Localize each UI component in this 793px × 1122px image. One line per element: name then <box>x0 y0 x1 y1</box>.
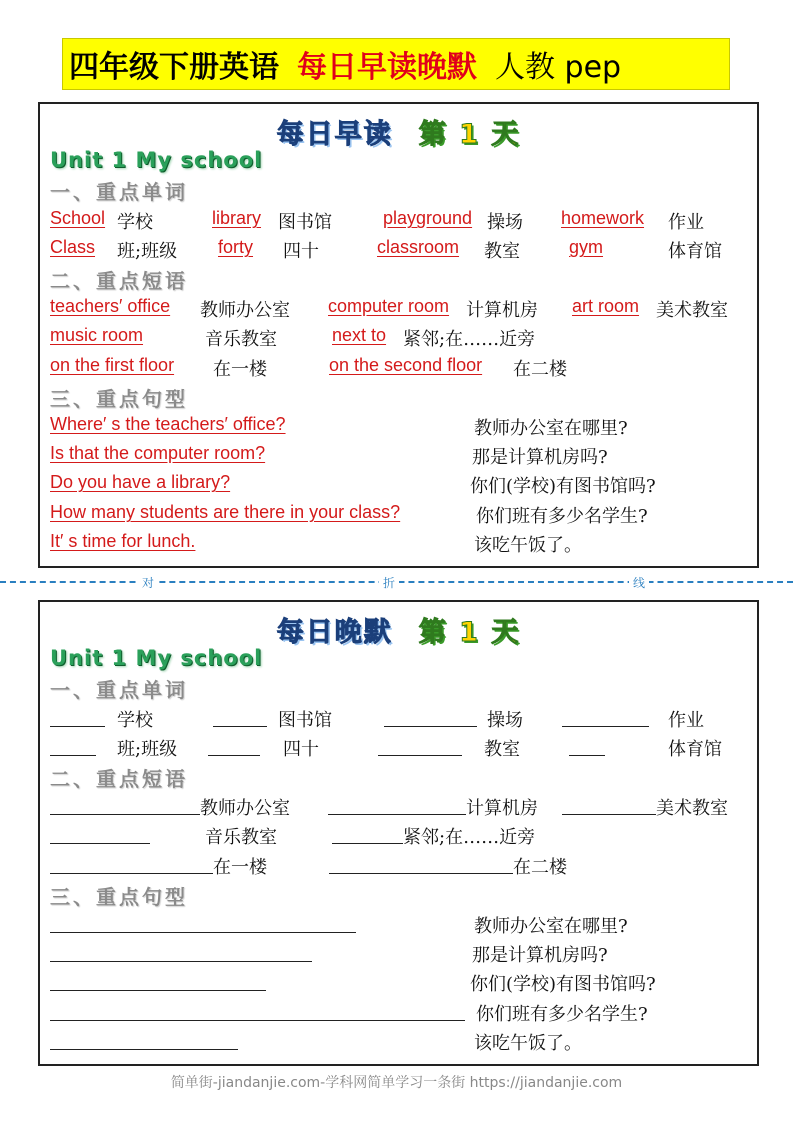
phrase-zh: 教师办公室 <box>200 798 290 819</box>
answer-blank[interactable] <box>50 1020 465 1021</box>
unit-title: Unit 1 My school <box>50 646 263 670</box>
sentence-en: Is that the computer room? <box>50 443 266 463</box>
fold-label: 线 <box>629 574 649 591</box>
sentence-zh: 你们(学校)有图书馆吗? <box>470 476 656 497</box>
word-en: School <box>50 208 106 228</box>
sentence-row <box>40 531 757 559</box>
answer-blank[interactable] <box>50 843 150 844</box>
word-en: homework <box>561 208 645 228</box>
header-banner <box>62 38 730 90</box>
phrase-zh: 计算机房 <box>466 798 538 819</box>
word-zh: 班;班级 <box>117 739 178 760</box>
sentence-zh: 教师办公室在哪里? <box>474 916 628 937</box>
phrase-zh: 紧邻;在……近旁 <box>403 827 536 848</box>
sentence-row <box>40 1000 757 1028</box>
answer-blank[interactable] <box>378 755 462 756</box>
word-en: forty <box>218 237 254 257</box>
answer-blank[interactable] <box>50 755 96 756</box>
sentence-en: How many students are there in your class? <box>50 502 401 522</box>
morning-reading-panel <box>38 102 759 568</box>
sentence-row <box>40 502 757 530</box>
sentence-zh: 那是计算机房吗? <box>472 945 608 966</box>
answer-blank[interactable] <box>328 814 466 815</box>
evening-dictation-panel <box>38 600 759 1066</box>
panel-title <box>40 112 757 151</box>
word-zh: 操场 <box>487 212 523 233</box>
word-zh: 操场 <box>487 710 523 731</box>
phrase-zh: 音乐教室 <box>205 827 277 848</box>
panel-title-main: 每日早读 <box>276 119 393 150</box>
sentence-zh: 你们(学校)有图书馆吗? <box>470 974 656 995</box>
phrase-row <box>40 296 757 324</box>
phrase-zh: 音乐教室 <box>205 329 277 350</box>
phrase-zh: 计算机房 <box>466 300 538 321</box>
answer-blank[interactable] <box>562 726 649 727</box>
answer-blank[interactable] <box>208 755 260 756</box>
phrase-row <box>40 355 757 383</box>
sentence-zh: 该吃午饭了。 <box>474 535 582 556</box>
fold-label: 折 <box>379 574 399 591</box>
sentence-en: It′ s time for lunch. <box>50 531 196 551</box>
phrase-row <box>40 325 757 353</box>
panel-title-day: 第 1 天 <box>418 617 521 648</box>
phrase-row <box>40 794 757 822</box>
answer-blank[interactable] <box>50 932 356 933</box>
sentence-row <box>40 1029 757 1057</box>
phrase-zh: 美术教室 <box>656 300 728 321</box>
phrase-zh: 在二楼 <box>513 359 567 380</box>
phrase-en: computer room <box>328 296 450 316</box>
publisher-label: 人教 pep <box>495 50 622 85</box>
phrase-en: music room <box>50 325 144 345</box>
word-zh: 图书馆 <box>278 710 332 731</box>
word-zh: 学校 <box>117 710 153 731</box>
word-zh: 学校 <box>117 212 153 233</box>
sentence-row <box>40 414 757 442</box>
word-en: playground <box>383 208 473 228</box>
word-zh: 班;班级 <box>117 241 178 262</box>
sentence-zh: 你们班有多少名学生? <box>476 1004 648 1025</box>
answer-blank[interactable] <box>50 726 105 727</box>
panel-title <box>40 610 757 649</box>
phrase-en: on the second floor <box>329 355 483 375</box>
sentence-zh: 教师办公室在哪里? <box>474 418 628 439</box>
word-zh: 作业 <box>668 710 704 731</box>
phrase-zh: 美术教室 <box>656 798 728 819</box>
sentence-zh: 你们班有多少名学生? <box>476 506 648 527</box>
unit-title: Unit 1 My school <box>50 148 263 172</box>
word-zh: 图书馆 <box>278 212 332 233</box>
panel-title-day: 第 1 天 <box>418 119 521 150</box>
word-en: gym <box>569 237 604 257</box>
word-row <box>40 237 757 265</box>
phrase-en: teachers′ office <box>50 296 171 316</box>
word-zh: 体育馆 <box>668 241 722 262</box>
sentence-zh: 那是计算机房吗? <box>472 447 608 468</box>
word-zh: 体育馆 <box>668 739 722 760</box>
answer-blank[interactable] <box>50 814 200 815</box>
word-zh: 四十 <box>283 739 319 760</box>
answer-blank[interactable] <box>50 990 266 991</box>
phrase-en: art room <box>572 296 640 316</box>
answer-blank[interactable] <box>329 873 513 874</box>
word-zh: 教室 <box>484 241 520 262</box>
answer-blank[interactable] <box>50 873 213 874</box>
section-phrases-heading: 二、重点短语 <box>50 269 188 293</box>
sentence-row <box>40 912 757 940</box>
word-zh: 四十 <box>283 241 319 262</box>
sentence-en: Where′ s the teachers′ office? <box>50 414 286 434</box>
phrase-en: next to <box>332 325 387 345</box>
section-phrases-heading: 二、重点短语 <box>50 767 188 791</box>
series-title: 每日早读晚默 <box>297 50 477 85</box>
answer-blank[interactable] <box>50 1049 238 1050</box>
answer-blank[interactable] <box>384 726 477 727</box>
section-words-heading: 一、重点单词 <box>50 678 188 702</box>
section-sentences-heading: 三、重点句型 <box>50 885 188 909</box>
answer-blank[interactable] <box>562 814 656 815</box>
word-en: library <box>212 208 262 228</box>
sentence-zh: 该吃午饭了。 <box>474 1033 582 1054</box>
phrase-row <box>40 853 757 881</box>
phrase-zh: 在二楼 <box>513 857 567 878</box>
phrase-zh: 在一楼 <box>213 359 267 380</box>
phrase-zh: 在一楼 <box>213 857 267 878</box>
answer-blank[interactable] <box>213 726 267 727</box>
word-row <box>40 208 757 236</box>
answer-blank[interactable] <box>332 843 403 844</box>
section-sentences-heading: 三、重点句型 <box>50 387 188 411</box>
word-row <box>40 706 757 734</box>
phrase-zh: 教师办公室 <box>200 300 290 321</box>
sentence-row <box>40 941 757 969</box>
word-en: classroom <box>377 237 460 257</box>
phrase-row <box>40 823 757 851</box>
sentence-row <box>40 472 757 500</box>
phrase-zh: 紧邻;在……近旁 <box>403 329 536 350</box>
fold-label: 对 <box>138 574 158 591</box>
word-zh: 作业 <box>668 212 704 233</box>
grade-title: 四年级下册英语 <box>69 50 279 85</box>
word-row <box>40 735 757 763</box>
word-en: Class <box>50 237 96 257</box>
sentence-row <box>40 443 757 471</box>
panel-title-main: 每日晚默 <box>276 617 393 648</box>
section-words-heading: 一、重点单词 <box>50 180 188 204</box>
word-zh: 教室 <box>484 739 520 760</box>
answer-blank[interactable] <box>50 961 312 962</box>
sentence-row <box>40 970 757 998</box>
phrase-en: on the first floor <box>50 355 175 375</box>
footer-source: 简单街-jiandanjie.com-学科网简单学习一条街 https://jiandanjie.com <box>170 1075 623 1091</box>
answer-blank[interactable] <box>569 755 605 756</box>
sentence-en: Do you have a library? <box>50 472 231 492</box>
